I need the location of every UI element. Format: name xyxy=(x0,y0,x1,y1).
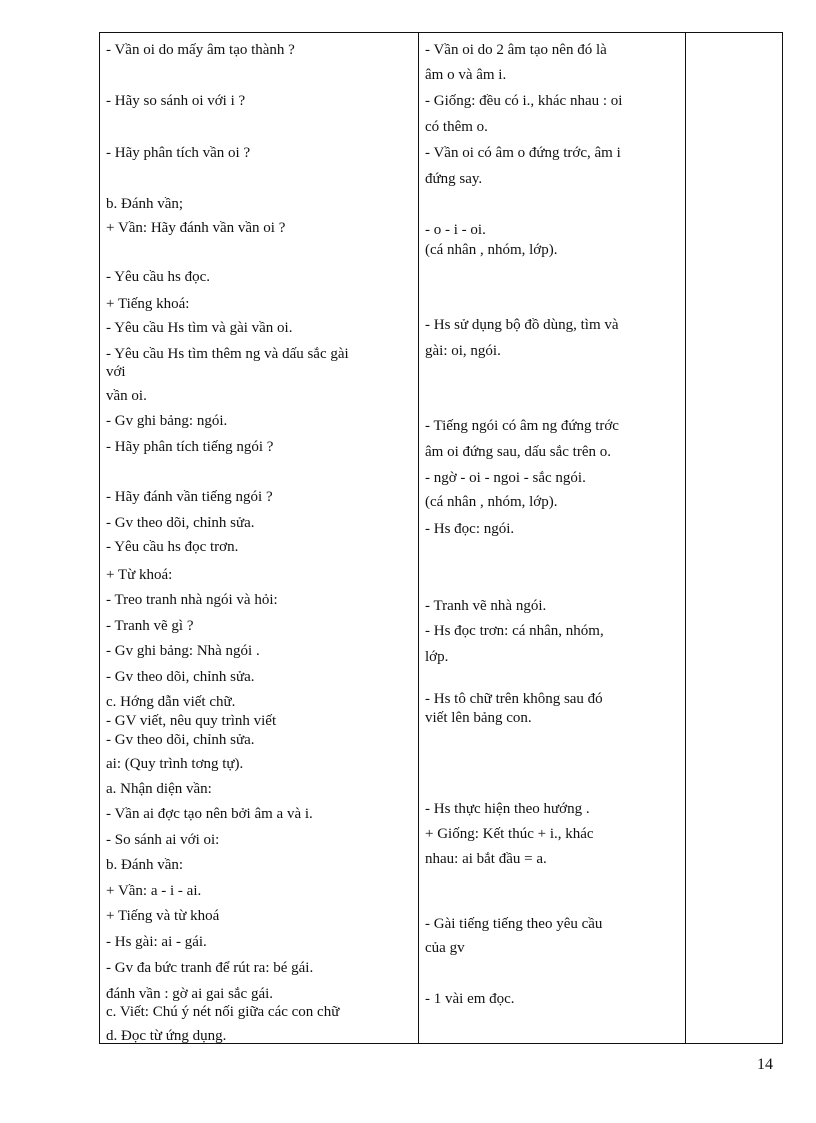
right-line: viết lên bảng con. xyxy=(425,710,532,726)
left-line: - Gv theo dõi, chỉnh sửa. xyxy=(106,515,255,531)
left-line: - Gv theo dõi, chỉnh sửa. xyxy=(106,732,255,748)
left-line: - Vần ai đợc tạo nên bởi âm a và i. xyxy=(106,806,313,822)
left-line: c. Viết: Chú ý nét nối giữa các con chữ xyxy=(106,1004,340,1020)
left-line: với xyxy=(106,364,126,380)
left-line: + Vần: Hãy đánh vần vần oi ? xyxy=(106,220,286,236)
left-line: - Yêu cầu hs đọc. xyxy=(106,269,210,285)
right-line: + Giống: Kết thúc + i., khác xyxy=(425,826,594,842)
right-line: - Hs đọc trơn: cá nhân, nhóm, xyxy=(425,623,604,639)
student-activities-column xyxy=(419,33,685,1043)
right-line: (cá nhân , nhóm, lớp). xyxy=(425,494,558,510)
left-line: + Từ khoá: xyxy=(106,567,173,583)
left-line: vần oi. xyxy=(106,388,147,404)
right-line: gài: oi, ngói. xyxy=(425,343,501,359)
left-line: - Treo tranh nhà ngói và hỏi: xyxy=(106,592,278,608)
right-line: nhau: ai bắt đầu = a. xyxy=(425,851,547,867)
left-line: - Hãy so sánh oi với i ? xyxy=(106,93,246,109)
left-line: a. Nhận diện vần: xyxy=(106,781,212,797)
right-line: âm oi đứng sau, dấu sắc trên o. xyxy=(425,444,611,460)
right-line: của gv xyxy=(425,940,465,956)
right-line: - Vần oi do 2 âm tạo nên đó là xyxy=(425,42,607,58)
left-line: + Tiếng khoá: xyxy=(106,296,190,312)
left-line: đánh vần : gờ ai gai sắc gái. xyxy=(106,986,274,1002)
left-line: - Gv theo dõi, chỉnh sửa. xyxy=(106,669,255,685)
right-line: có thêm o. xyxy=(425,119,488,135)
left-line: - Gv ghi bảng: ngói. xyxy=(106,413,228,429)
teacher-activities-column xyxy=(100,33,418,1043)
left-line: b. Đánh vần: xyxy=(106,857,184,873)
left-line: - Gv đa bức tranh để rút ra: bé gái. xyxy=(106,960,314,976)
left-line: + Vần: a - i - ai. xyxy=(106,883,202,899)
left-line: - Hãy phân tích tiếng ngói ? xyxy=(106,439,274,455)
lesson-table xyxy=(99,32,783,1044)
left-line: b. Đánh vần; xyxy=(106,196,184,212)
right-line: - Vần oi có âm o đứng trớc, âm i xyxy=(425,145,621,161)
left-line: - Hs gài: ai - gái. xyxy=(106,934,207,950)
left-line: - Yêu cầu hs đọc trơn. xyxy=(106,539,239,555)
right-line: - Giống: đều có i., khác nhau : oi xyxy=(425,93,623,109)
left-line: d. Đọc từ ứng dụng. xyxy=(106,1028,227,1043)
right-line: - 1 vài em đọc. xyxy=(425,991,515,1007)
right-line: lớp. xyxy=(425,649,449,665)
right-line: âm o và âm i. xyxy=(425,67,507,83)
left-line: - Yêu cầu Hs tìm thêm ng và dấu sắc gài xyxy=(106,346,349,362)
right-line: - ngờ - oi - ngoi - sắc ngói. xyxy=(425,470,586,486)
left-line: - Hãy phân tích vần oi ? xyxy=(106,145,251,161)
right-line: - Tranh vẽ nhà ngói. xyxy=(425,598,547,614)
notes-column xyxy=(685,33,782,1043)
right-line: (cá nhân , nhóm, lớp). xyxy=(425,242,558,258)
right-line: - Tiếng ngói có âm ng đứng trớc xyxy=(425,418,619,434)
left-line: - Yêu cầu Hs tìm và gài vần oi. xyxy=(106,320,293,336)
right-line: - Hs đọc: ngói. xyxy=(425,521,515,537)
left-line: - Tranh vẽ gì ? xyxy=(106,618,194,634)
right-line: - Hs tô chữ trên không sau đó xyxy=(425,691,603,707)
right-line: - o - i - oi. xyxy=(425,222,486,238)
left-line: + Tiếng và từ khoá xyxy=(106,908,220,924)
left-line: c. Hớng dẫn viết chữ. xyxy=(106,694,236,710)
left-line: - Vần oi do mấy âm tạo thành ? xyxy=(106,42,295,58)
left-line: ai: (Quy trình tơng tự). xyxy=(106,756,244,772)
left-line: - GV viết, nêu quy trình viết xyxy=(106,713,277,729)
left-line: - Gv ghi bảng: Nhà ngói . xyxy=(106,643,260,659)
left-line: - Hãy đánh vần tiếng ngói ? xyxy=(106,489,273,505)
page-number: 14 xyxy=(757,1056,773,1073)
right-line: - Hs sử dụng bộ đồ dùng, tìm và xyxy=(425,317,619,333)
right-line: - Hs thực hiện theo hướng . xyxy=(425,801,590,817)
right-line: đứng say. xyxy=(425,171,483,187)
left-line: - So sánh ai với oi: xyxy=(106,832,220,848)
right-line: - Gài tiếng tiếng theo yêu cầu xyxy=(425,916,603,932)
